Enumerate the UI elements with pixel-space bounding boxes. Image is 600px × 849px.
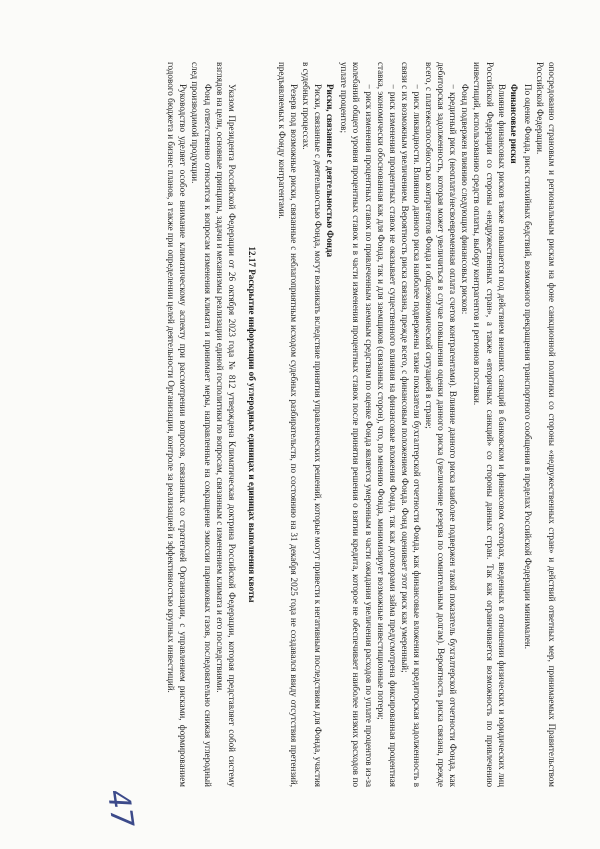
paragraph: По оценке Фонда, риск стихийных бедствий, возможного прекращения транспортного сообщения в пределах Российской Федерации минимален. bbox=[522, 84, 533, 650]
paragraph: Фонд ответственно относится к вопросам изменения климата и принимает меры, направленные на сокращение эмиссии парниковых газов, последовательно снижая углеродный след производимой продукции. bbox=[190, 62, 213, 787]
paragraph: − риск изменения процентных ставок по привлеченным заемным средствам по оценке Фонда является умеренным в части ожидания увеличения расходов по уплате процентов из-за колебаний общего уровня процентных ставок и в части изменения процентных ставок после принятия решения о взятии кредита, которое не обеспечивает наиболее низких расходов по уплате процентов; bbox=[339, 62, 374, 787]
paragraph: − кредитный риск (неоплата/несвоевременная оплата счетов контрагентами). Влияние данного риска наиболее подвержен такой показатель бухгалтерской отчетности Фонда, как дебиторская задолженность, которая может увеличиться в случае повышения оценки данного риска (увеличение резерва по сомнительным долгам). Вероятность риска связана, прежде всего, с платежеспособностью контрагентов Фонда и общеэкономической ситуацией в стране; bbox=[424, 62, 459, 787]
paragraph: Руководство уделяет особое внимание климатическому аспекту при рассмотрении вопросов, связанных со стратегией Организации, с управлением рисками, формированием годового бюджета и бизнес планов, а также при определении целей деятельности Организации, контроле за реализацией и эффективностью крупных инвестиций. bbox=[166, 62, 189, 787]
paragraph: Риски, связанные с деятельностью Фонда, могут возникать вследствие принятия управленческих решений, которые могут привести к негативным последствиям для Фонда, участия в судебных процессах. bbox=[301, 62, 324, 787]
subsection-heading: Финансовые риски bbox=[508, 84, 519, 164]
section-title: 12.17 Раскрытие информации об углеродных единицах и единицах выполнения квоты bbox=[246, 246, 257, 603]
handwritten-page-number: 47 bbox=[99, 787, 140, 831]
paragraph: − риск изменения процентных ставок не оказывает существенного влияния на финансовые вложения Фонда, так как договорами займа предусмотрена фиксированная процентная ставка, экономически обоснованная как для Фонда, так и для заемщиков (связанных сторон), что, по мнению Фонда, минимизирует возможные инвестиционные потери; bbox=[375, 62, 398, 787]
paragraph: − риск ликвидности. Влиянию данного риска наиболее подвержены такие показатели бухгалтерской отчетности Фонда, как финансовые вложения и кредиторская задолженность в связи с их возможным увеличением. Вероятность риска связана, прежде всего, с финансовым положением Фонда. Фонд оценивает этот риск как умеренный; bbox=[399, 62, 422, 787]
paragraph: опосредованно страновым и региональным рискам на фоне санкционной политики со стороны «недружественных стран» и действий ответных мер, принимаемых Правительством Российской Федерации. bbox=[534, 62, 557, 787]
document-body bbox=[30, 62, 558, 787]
paragraph: Резерв под возможные риски, связанные с неблагоприятным исходом судебных разбирательств, по состоянию на 31 декабря 2025 года не создавался ввиду отсутствия претензий, предъявляемых к Фонду контрагентами. bbox=[276, 62, 300, 787]
subsection-heading: Риски, связанные с деятельностью Фонда bbox=[325, 84, 336, 258]
paragraph: Влияние финансовых рисков также повышается под действием внешних санкций в банковском и финансовом секторах, введенных в отношении физических и юридических лиц Российской Федерации со стороны «недружественных стран», а также «вторичных санкций» со стороны данных стран. Так как ограничивается возможность по привлечению инвестиций, использованию средств оплаты, выбору контрагентов и регионов поставки. bbox=[472, 62, 507, 787]
signature-page-number bbox=[82, 782, 162, 837]
paragraph: Фонд подвержен влиянию следующих финансовых рисков: bbox=[460, 84, 471, 315]
paragraph: Указом Президента Российской Федерации от 26 октября 2023 года № 812 утверждена Климатическая доктрина Российской Федерации, которая представляет собой систему взглядов на цели, основные принципы, задачи и механизмы реализации единой госполитики по вопросам, связанным с изменением климата и его последствиями. bbox=[214, 62, 237, 787]
